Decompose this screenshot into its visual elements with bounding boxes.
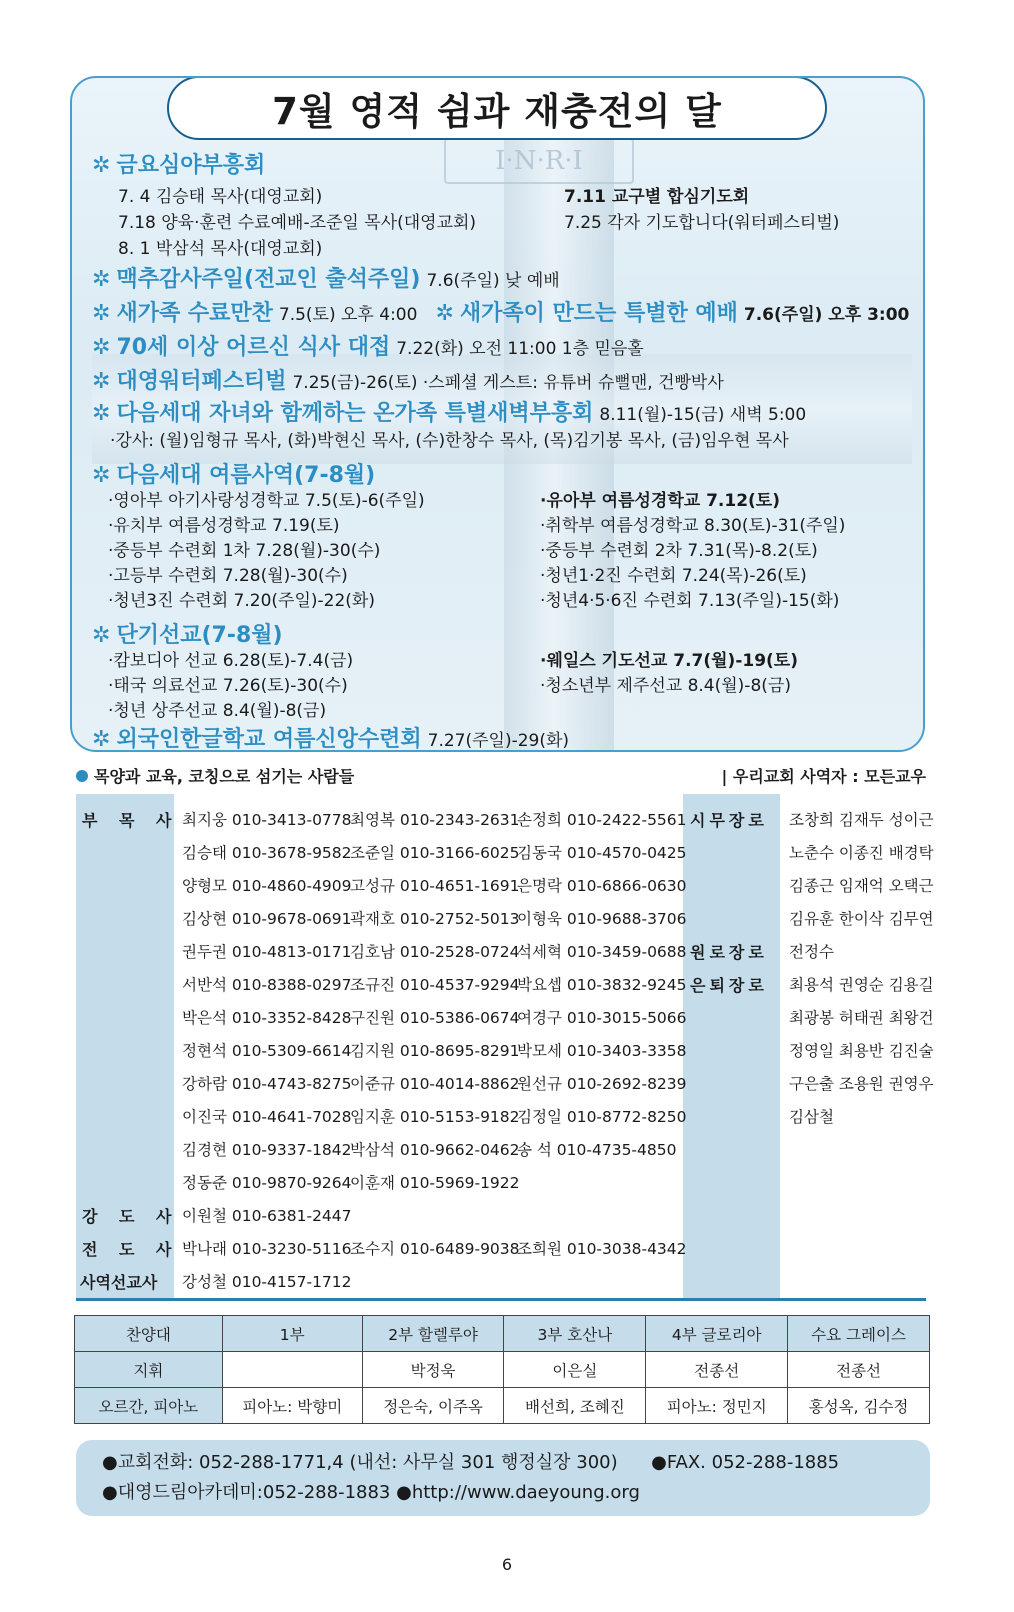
section-note: 7.27(주일)-29(화): [427, 731, 570, 751]
staff-entry: 은명락 010-6866-0630: [517, 877, 687, 895]
church-phone: ●교회전화: 052-288-1771,4 (내선: 사무실 301 행정실장 300): [102, 1452, 618, 1473]
speakers-line: ·강사: (월)임형규 목사, (화)박현신 목사, (수)한창수 목사, (목)김기봉 목사, (금)임우현 목사: [110, 431, 789, 451]
staff-entry: 여경구 010-3015-5066: [517, 1009, 687, 1027]
section-new-family: [92, 296, 909, 327]
staff-entry: 양형모 010-4860-4909: [182, 877, 352, 895]
staff-entry: 박나래 010-3230-5116: [182, 1240, 352, 1258]
staff-entry: 김지원 010-8695-8291: [350, 1042, 520, 1060]
table-cell: 이은실: [504, 1352, 646, 1388]
section-heading: 70세 이상 어르신 식사 대접: [116, 335, 391, 360]
flower-icon: ✲: [92, 369, 111, 394]
flower-icon: ✲: [92, 153, 111, 178]
list-item: ·태국 의료선교 7.26(토)-30(수): [108, 676, 348, 696]
bullet-icon: [76, 770, 88, 782]
label-associate-pastor: 부 목 사: [82, 811, 180, 830]
flower-icon: ✲: [92, 267, 111, 292]
table-header-cell: 2부 할렐루야: [362, 1316, 504, 1352]
list-item: ·영아부 아기사랑성경학교 7.5(토)-6(주일): [108, 491, 425, 511]
section-heading: 외국인한글학교 여름신앙수련회: [116, 727, 422, 752]
flower-icon: ✲: [92, 463, 111, 488]
fax-number: ●FAX. 052-288-1885: [651, 1452, 840, 1473]
list-item: ·청년4·5·6진 수련회 7.13(주일)-15(화): [540, 591, 840, 611]
staff-entry: 박요셉 010-3832-9245: [517, 976, 687, 994]
staff-entry: 서반석 010-8388-0297: [182, 976, 352, 994]
list-item: 7.18 양육·훈련 수료예배-조준일 목사(대영교회): [118, 213, 477, 233]
flower-icon: ✲: [435, 301, 454, 326]
contact-line: [102, 1478, 904, 1508]
staff-entry: 이진국 010-4641-7028: [182, 1108, 352, 1126]
table-header-cell: 찬양대: [75, 1316, 223, 1352]
staff-right-heading: | 우리교회 사역자 : 모든교우: [721, 767, 926, 786]
list-item: 7.11 교구별 합심기도회: [564, 187, 750, 207]
flower-icon: ✲: [92, 301, 111, 326]
elder-names: 정영일 최용반 김진술: [789, 1042, 934, 1060]
staff-entry: 임지훈 010-5153-9182: [350, 1108, 520, 1126]
staff-entry: 구진원 010-5386-0674: [350, 1009, 520, 1027]
section-note: 7.6(주일) 오후 3:00: [743, 305, 910, 325]
table-cell: 박정욱: [362, 1352, 504, 1388]
table-header-cell: 수요 그레이스: [788, 1316, 930, 1352]
list-item: ·캄보디아 선교 6.28(토)-7.4(금): [108, 651, 354, 671]
table-row-label: 지휘: [75, 1352, 223, 1388]
table-header-cell: 4부 글로리아: [646, 1316, 788, 1352]
table-cell: 배선희, 조혜진: [504, 1388, 646, 1424]
label-retired-elders: 은퇴장로: [690, 976, 768, 995]
table-cell: 정은숙, 이주옥: [362, 1388, 504, 1424]
website-link[interactable]: ●http://www.daeyoung.org: [396, 1482, 640, 1503]
list-item: ·청소년부 제주선교 8.4(월)-8(금): [540, 676, 791, 696]
list-item: ·웨일스 기도선교 7.7(월)-19(토): [540, 651, 798, 671]
staff-entry: 김승태 010-3678-9582: [182, 844, 352, 862]
list-item: ·중등부 수련회 1차 7.28(월)-30(수): [108, 541, 381, 561]
table-cell: [222, 1352, 362, 1388]
section-note: 7.25(금)-26(토) ·스페셜 게스트: 유튜버 슈뻘맨, 건빵박사: [292, 373, 724, 393]
section-foreign-school: [92, 722, 569, 752]
section-note: 7.6(주일) 낮 예배: [426, 271, 560, 291]
label-column: [683, 794, 780, 1300]
elder-names: 최용석 권영순 김용길: [789, 976, 934, 994]
staff-entry: 강하람 010-4743-8275: [182, 1075, 352, 1093]
staff-entry: 김경현 010-9337-1842: [182, 1141, 352, 1159]
staff-entry: 석세혁 010-3459-0688: [517, 943, 687, 961]
staff-entry: 김동국 010-4570-0425: [517, 844, 687, 862]
list-item: ·취학부 여름성경학교 8.30(토)-31(주일): [540, 516, 846, 536]
table-header-cell: 3부 호산나: [504, 1316, 646, 1352]
staff-entry: 정현석 010-5309-6614: [182, 1042, 352, 1060]
section-summer-ministry: [92, 458, 375, 489]
elder-names: 조창희 김재두 성이근: [789, 811, 934, 829]
table-cell: 홍성옥, 김수정: [788, 1388, 930, 1424]
staff-entry: 이훈재 010-5969-1922: [350, 1174, 520, 1192]
section-short-mission: [92, 618, 283, 649]
staff-entry: 박삼석 010-9662-0462: [350, 1141, 520, 1159]
staff-entry: 곽재호 010-2752-5013: [350, 910, 520, 928]
flower-icon: ✲: [92, 401, 111, 426]
elder-names: 노춘수 이종진 배경탁: [789, 844, 934, 862]
table-row: [75, 1316, 930, 1352]
label-lecturer: 강 도 사: [82, 1207, 180, 1226]
staff-entry: 박은석 010-3352-8428: [182, 1009, 352, 1027]
staff-entry: 조희원 010-3038-4342: [517, 1240, 687, 1258]
staff-entry: 권두권 010-4813-0171: [182, 943, 352, 961]
staff-entry: 이형욱 010-9688-3706: [517, 910, 687, 928]
staff-entry: 조준일 010-3166-6025: [350, 844, 520, 862]
list-item: ·청년 상주선교 8.4(월)-8(금): [108, 701, 327, 721]
staff-entry: 송 석 010-4735-4850: [517, 1141, 677, 1159]
label-emeritus-elders: 원로장로: [690, 943, 768, 962]
section-heading: 단기선교(7-8월): [116, 623, 283, 648]
staff-entry: 손정희 010-2422-5561: [517, 811, 687, 829]
section-heading: 대영워터페스티벌: [116, 369, 287, 394]
list-item: 7.25 각자 기도합니다(워터페스티벌): [564, 213, 840, 233]
elder-names: 김유훈 한이삭 김무연: [789, 910, 934, 928]
staff-entry: 최영복 010-2343-2631: [350, 811, 520, 829]
label-active-elders: 시무장로: [690, 811, 768, 830]
staff-entry: 이준규 010-4014-8862: [350, 1075, 520, 1093]
staff-entry: 이원철 010-6381-2447: [182, 1207, 352, 1225]
elder-names: 구은출 조용원 권영우: [789, 1075, 934, 1093]
title-box: [167, 76, 827, 140]
section-heading: 맥추감사주일(전교인 출석주일): [116, 267, 421, 292]
section-heading: 새가족 수료만찬: [116, 301, 273, 326]
staff-entry: 조규진 010-4537-9294: [350, 976, 520, 994]
inri-plaque: I·N·R·I: [444, 138, 634, 184]
page-number: 6: [501, 1555, 513, 1574]
staff-entry: 김상현 010-9678-0691: [182, 910, 352, 928]
staff-entry: 강성철 010-4157-1712: [182, 1273, 352, 1291]
staff-entry: 최지웅 010-3413-0778: [182, 811, 352, 829]
section-heading: 금요심야부흥회: [116, 153, 266, 178]
flower-icon: ✲: [92, 335, 111, 360]
page-title: 7월 영적 쉼과 재충전의 달: [272, 90, 722, 133]
elder-names: 최광봉 허태권 최왕건: [789, 1009, 934, 1027]
academy-phone: ●대영드림아카데미:052-288-1883: [102, 1482, 391, 1503]
label-missionary: 사역선교사: [80, 1273, 158, 1292]
monthly-schedule-panel: [70, 76, 925, 752]
section-dawn-revival: [92, 396, 806, 427]
table-cell: 피아노: 정민지: [646, 1388, 788, 1424]
staff-entry: 원선규 010-2692-8239: [517, 1075, 687, 1093]
staff-entry: 조수지 010-6489-9038: [350, 1240, 520, 1258]
table-header-cell: 1부: [222, 1316, 362, 1352]
table-row: [75, 1352, 930, 1388]
list-item: ·청년3진 수련회 7.20(주일)-22(화): [108, 591, 375, 611]
section-friday-revival: [92, 148, 265, 179]
staff-entry: 김정일 010-8772-8250: [517, 1108, 687, 1126]
staff-heading: 목양과 교육, 코칭으로 섬기는 사람들: [76, 764, 354, 787]
staff-entry: 정동준 010-9870-9264: [182, 1174, 352, 1192]
list-item: ·고등부 수련회 7.28(월)-30(수): [108, 566, 348, 586]
section-thanksgiving: [92, 262, 560, 293]
table-row: [75, 1388, 930, 1424]
section-heading: 다음세대 여름사역(7-8월): [116, 463, 376, 488]
staff-entry: 고성규 010-4651-1691: [350, 877, 520, 895]
staff-entry: 김호남 010-2528-0724: [350, 943, 520, 961]
table-row-label: 오르간, 피아노: [75, 1388, 223, 1424]
divider: [76, 1298, 926, 1301]
section-heading: 새가족이 만드는 특별한 예배: [459, 301, 738, 326]
list-item: ·유치부 여름성경학교 7.19(토): [108, 516, 340, 536]
contact-footer: [76, 1440, 930, 1516]
elder-names: 김종근 임재억 오택근: [789, 877, 934, 895]
section-note: 7.5(토) 오후 4:00: [278, 305, 418, 325]
section-elders-meal: [92, 330, 644, 361]
flower-icon: ✲: [92, 623, 111, 648]
staff-entry: 박모세 010-3403-3358: [517, 1042, 687, 1060]
choir-table: [74, 1315, 930, 1424]
staff-directory: [76, 794, 934, 1300]
list-item: ·중등부 수련회 2차 7.31(목)-8.2(토): [540, 541, 818, 561]
list-item: ·유아부 여름성경학교 7.12(토): [540, 491, 780, 511]
list-item: ·청년1·2진 수련회 7.24(목)-26(토): [540, 566, 807, 586]
flower-icon: ✲: [92, 727, 111, 752]
table-cell: 전종선: [646, 1352, 788, 1388]
elder-names: 전정수: [789, 943, 834, 961]
table-cell: 피아노: 박향미: [222, 1388, 362, 1424]
table-cell: 전종선: [788, 1352, 930, 1388]
section-water-festival: [92, 364, 724, 395]
section-heading: 다음세대 자녀와 함께하는 온가족 특별새벽부흥회: [116, 401, 594, 426]
label-evangelist: 전 도 사: [82, 1240, 180, 1259]
contact-line: [102, 1448, 904, 1478]
section-note: 8.11(월)-15(금) 새벽 5:00: [599, 405, 807, 425]
list-item: 8. 1 박삼석 목사(대영교회): [118, 239, 323, 259]
list-item: 7. 4 김승태 목사(대영교회): [118, 187, 323, 207]
elder-names: 김삼철: [789, 1108, 834, 1126]
section-note: 7.22(화) 오전 11:00 1층 믿음홀: [396, 339, 644, 359]
